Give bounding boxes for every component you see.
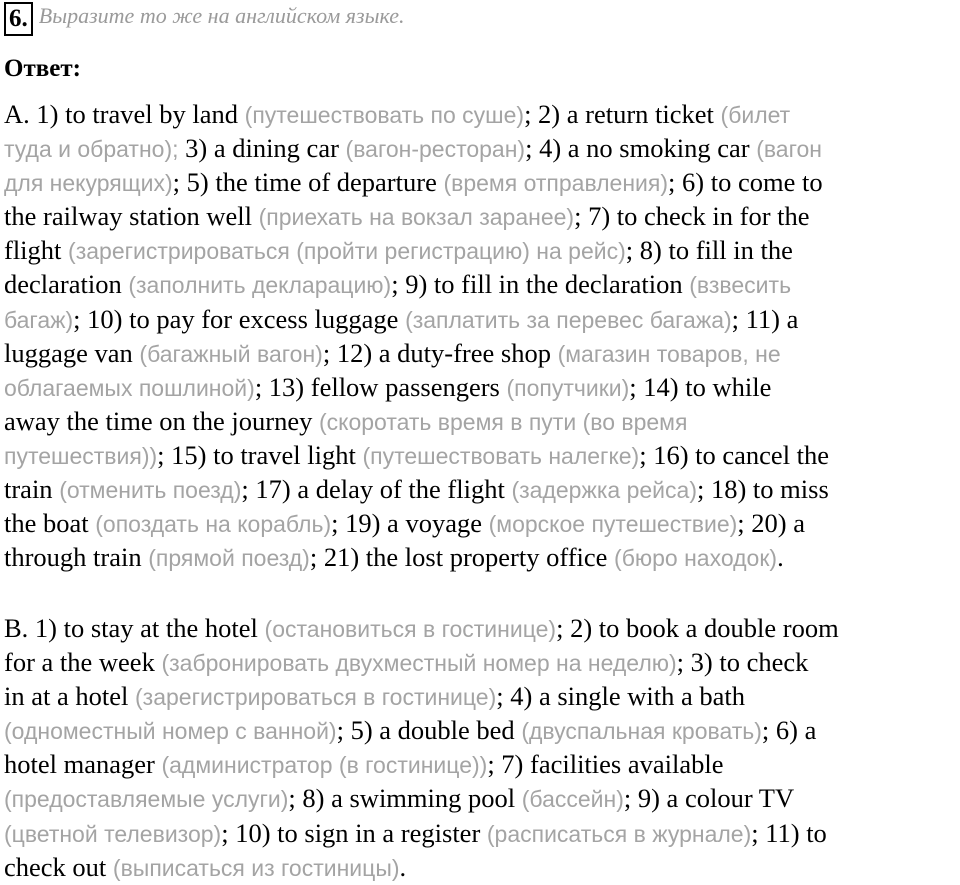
english-phrase: the railway station well: [4, 201, 259, 232]
text-line: [4, 472, 960, 506]
text-line: [4, 302, 960, 336]
english-phrase: .: [777, 542, 784, 573]
russian-translation: (прямой поезд): [148, 545, 310, 572]
russian-translation: (двуспальная кровать): [521, 718, 762, 745]
text-line: [4, 679, 960, 713]
russian-translation: (магазин товаров, не: [557, 340, 781, 367]
english-phrase: 3) a dining car: [178, 133, 346, 164]
russian-translation: (опоздать на корабль): [95, 511, 332, 538]
russian-translation: (взвесить: [689, 272, 792, 299]
text-line: [4, 165, 960, 199]
russian-translation: (отменить поезд): [59, 477, 242, 504]
english-phrase: ; 5) a double bed: [336, 715, 522, 746]
text-line: [4, 850, 960, 884]
russian-translation: туда и обратно);: [4, 136, 179, 163]
english-phrase: ; 15) to travel light: [157, 439, 363, 470]
russian-translation: (выписаться из гостиницы): [112, 854, 400, 881]
task-header: [4, 2, 405, 36]
russian-translation: (предоставляемые услуги): [4, 786, 289, 813]
english-phrase: ; 7) to check in for the: [574, 201, 810, 232]
section-b-paragraph: [4, 611, 960, 884]
text-line: [4, 713, 960, 747]
russian-translation: (зарегистрироваться в гостинице): [135, 684, 497, 711]
english-phrase: ; 9) a colour TV: [623, 783, 795, 814]
english-phrase: ; 13) fellow passengers: [254, 371, 507, 402]
russian-translation: багаж): [4, 306, 74, 333]
russian-translation: (билет: [720, 102, 791, 128]
english-phrase: ; 7) facilities available: [487, 749, 724, 780]
russian-translation: (время отправления): [443, 170, 669, 197]
text-line: [4, 645, 960, 679]
text-line: [4, 267, 960, 301]
russian-translation: (цветной телевизор): [4, 820, 222, 847]
text-line: [4, 506, 960, 540]
english-phrase: ; 14) to while: [629, 371, 772, 402]
russian-translation: (бюро находок): [614, 545, 778, 572]
text-line: [4, 131, 960, 165]
russian-translation: для некурящих): [4, 170, 173, 197]
russian-translation: (администратор (в гостинице)): [161, 752, 488, 779]
english-phrase: ; 3) to check: [676, 647, 809, 678]
russian-translation: (вагон-ресторан): [345, 136, 526, 163]
russian-translation: путешествия)): [4, 442, 158, 469]
english-phrase: ; 10) to pay for excess luggage: [73, 303, 406, 334]
english-phrase: ; 20) a: [737, 508, 805, 539]
text-line: [4, 404, 960, 438]
text-line: [4, 747, 960, 781]
text-line: [4, 781, 960, 815]
english-phrase: ; 9) to fill in the declaration: [391, 269, 690, 300]
english-phrase: ; 19) a voyage: [331, 508, 489, 539]
russian-translation: (задержка рейса): [511, 477, 697, 504]
russian-translation: (попутчики): [506, 374, 630, 401]
russian-translation: (расписаться в журнале): [486, 820, 752, 847]
text-line: [4, 611, 960, 645]
russian-translation: (багажный вагон): [139, 340, 323, 367]
russian-translation: облагаемых пошлиной): [4, 374, 255, 401]
russian-translation: (зарегистрироваться (пройти регистрацию) на рейс): [68, 238, 626, 265]
english-phrase: ; 18) to miss: [697, 474, 829, 505]
english-phrase: declaration: [4, 269, 129, 300]
russian-translation: (приехать на вокзал заранее): [258, 204, 575, 231]
english-phrase: ; 4) a single with a bath: [496, 681, 746, 712]
english-phrase: away the time on the journey: [4, 405, 319, 436]
english-phrase: ; 16) to cancel the: [639, 439, 830, 470]
english-phrase: hotel manager: [4, 749, 162, 780]
russian-translation: (морское путешествие): [488, 511, 738, 538]
english-phrase: flight: [4, 235, 69, 266]
english-phrase: ; 8) to fill in the: [625, 235, 793, 266]
english-phrase: ; 6) to come to: [668, 167, 823, 198]
russian-translation: (забронировать двухместный номер на неделю): [161, 650, 677, 677]
text-line: [4, 97, 960, 131]
english-phrase: ; 11) to: [751, 817, 827, 848]
english-phrase: .: [399, 851, 407, 882]
text-line: [4, 336, 960, 370]
text-line: [4, 540, 960, 574]
english-phrase: train: [4, 474, 60, 505]
text-line: [4, 370, 960, 404]
russian-translation: (остановиться в гостинице): [264, 616, 557, 642]
english-phrase: ; 8) a swimming pool: [288, 783, 522, 814]
answer-label: Ответ:: [4, 55, 81, 82]
english-phrase: ; 6) a: [761, 715, 817, 746]
russian-translation: (одноместный номер с ванной): [4, 718, 337, 745]
text-line: [4, 438, 960, 472]
russian-translation: (скоротать время в пути (во время: [318, 408, 688, 435]
english-phrase: luggage van: [4, 337, 140, 368]
english-phrase: ; 11) a: [731, 303, 799, 334]
english-phrase: in at a hotel: [4, 681, 135, 712]
english-phrase: ; 5) the time of departure: [172, 167, 444, 198]
english-phrase: ; 12) a duty-free shop: [322, 337, 558, 368]
english-phrase: through train: [4, 542, 149, 573]
english-phrase: ; 2) to book a double room: [556, 613, 839, 643]
english-phrase: ; 21) the lost property office: [309, 542, 615, 573]
text-line: [4, 816, 960, 850]
english-phrase: A. 1) to travel by land: [4, 99, 245, 129]
russian-translation: (вагон: [756, 136, 822, 163]
english-phrase: ; 4) a no smoking car: [525, 133, 757, 164]
english-phrase: check out: [4, 851, 113, 882]
russian-translation: (путешествовать по суше): [244, 102, 525, 128]
task-number: 6.: [4, 2, 33, 36]
english-phrase: ; 17) a delay of the flight: [241, 474, 512, 505]
text-line: [4, 199, 960, 233]
russian-translation: (бассейн): [521, 786, 624, 813]
english-phrase: for a the week: [4, 647, 162, 678]
english-phrase: B. 1) to stay at the hotel: [4, 613, 265, 643]
english-phrase: ; 2) a return ticket: [524, 99, 721, 129]
russian-translation: (заплатить за перевес багажа): [405, 306, 732, 333]
english-phrase: the boat: [4, 508, 96, 539]
section-a-paragraph: [4, 97, 960, 574]
russian-translation: (путешествовать налегке): [362, 442, 640, 469]
russian-translation: (заполнить декларацию): [128, 272, 392, 299]
english-phrase: ; 10) to sign in a register: [221, 817, 487, 848]
text-line: [4, 233, 960, 267]
task-instruction: Выразите то же на английском языке.: [38, 3, 405, 28]
